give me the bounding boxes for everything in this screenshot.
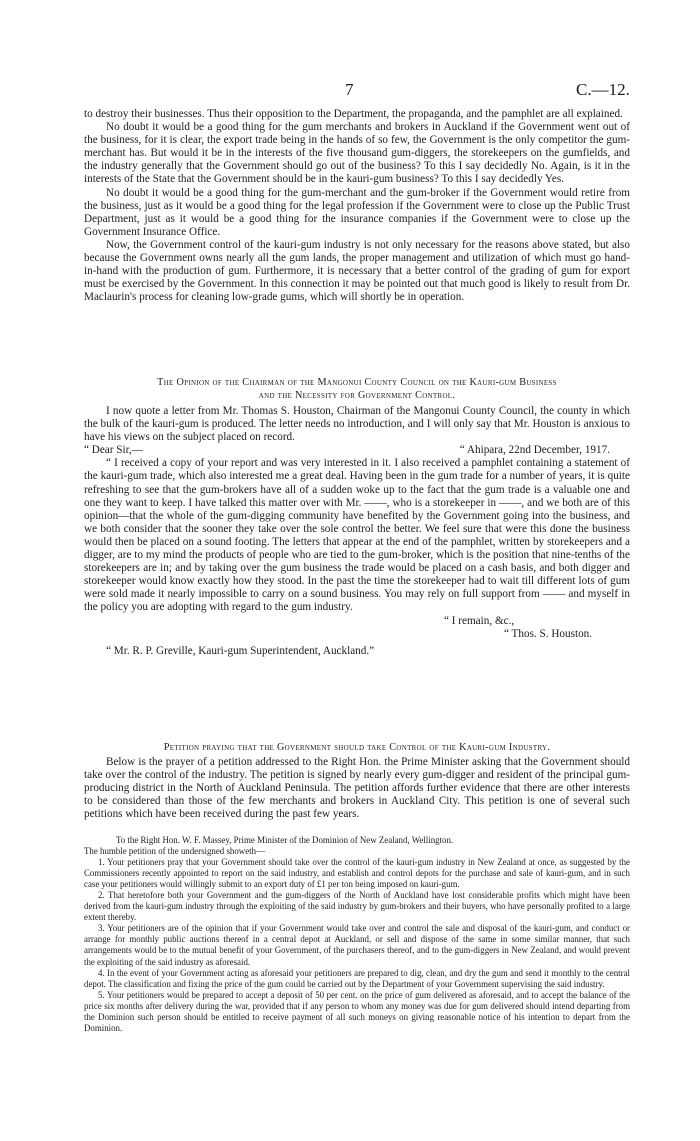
paragraph: No doubt it would be a good thing for the gum merchants and brokers in Auckland if the Government went out of the business, for it is clear, the export trade being in the hands of so few, the Government is the only competitor the gum-merchant has. But would it be in the interests of the five thousand gum-diggers, the storekeepers on the gumfields, and the industry generally that the Government should go out of the business? To this I say decidedly No. Again, is it in the interests of the State that the Government should be in the kauri-gum business? To this I say decidedly Yes. (84, 121, 630, 186)
section-heading-chairman-opinion (84, 376, 630, 402)
petition-item: 3. Your petitioners are of the opinion that if your Government would take over and control the sale and disposal of the kauri-gum, and conduct or arrange for monthly public auctions thereof in a central depot at Auckland, or sell and dispose of the same in some similar manner, that such arrangements would be to the mutual benefit of your Government, of the purchasers thereof, and to the gum-diggers in New Zealand, and would prevent the exploiting of the said industry as aforesaid. (84, 923, 630, 967)
heading-line: Petition praying that the Government should take Control of the Kauri-gum Industry. (163, 742, 551, 753)
petition-address: To the Right Hon. W. F. Massey, Prime Minister of the Dominion of New Zealand, Wellington. (116, 835, 454, 845)
petition-text (84, 835, 630, 1034)
petition-showeth: The humble petition of the undersigned showeth— (84, 846, 265, 857)
salutation: “ Dear Sir,— (84, 444, 143, 457)
heading-line: and the Necessity for Government Control. (258, 390, 456, 401)
heading-line: The Opinion of the Chairman of the Mangonui County Council on the Kauri-gum Business (157, 377, 557, 388)
letter-body: “ I received a copy of your report and was very interested in it. I also received a pamphlet containing a statement of the kauri-gum trade, which also interested me a great deal. Having been in the gum trade for a number of years, it is quite refreshing to see that the gum-brokers have all of a sudden woke up to the fact that the gum trade is a valuable one and one they want to keep. I have talked this matter over with Mr. ——, who is a storekeeper in ——, and we both are of this opinion—that the whole of the gum-digging community have benefited by the Government going into the business, and we both consider that the sooner they take over the sole control the better. We feel sure that were this done the business would then be placed on a sound footing. The letters that appear at the end of the pamphlet, written by storekeepers and a digger, are to my mind the products of people who are tied to the gum-broker, which is the position that nine-tenths of the storekeepers are in; and by taking over the gum business the trade would be placed on a cash basis, and both digger and storekeeper would know exactly how they stood. In the past the time the storekeeper had to wait till different lots of gum were sold made it nearly impossible to carry on a sound business. You may rely on full support from —— and myself in the policy you are adopting with regard to the gum industry. (84, 457, 630, 614)
paragraph: No doubt it would be a good thing for the gum-merchant and the gum-broker if the Government would retire from the business, just as it would be a good thing for the legal profession if the Government were to close up the Public Trust Department, just as it would be a good thing for the insurance companies if the Government were to close up the Government Insurance Office. (84, 186, 630, 238)
section-heading-petition (84, 741, 630, 754)
paragraph: Now, the Government control of the kauri-gum industry is not only necessary for the reasons above stated, but also because the Government owns nearly all the gum lands, the proper management and utilization of which must go hand-in-hand with the production of gum. Furthermore, it is necessary that a better control of the grading of gum for export must be exercised by the Government. In this connection it may be pointed out that much good is likely to result from Dr. Maclaurin's process for cleaning low-grade gums, which will shortly be in operation. (84, 238, 630, 304)
letter-closing: “ I remain, &c., (444, 614, 515, 627)
letter-signature: “ Thos. S. Houston. (504, 627, 593, 640)
petition-item: 1. Your petitioners pray that your Government should take over the control of the kauri-gum industry in New Zealand at once, as suggested by the Commissioners recently appointed to report on the said industry, and establish and control depots for the purchase and sale of kauri-gum, and in such case your petitioners would willingly submit to an export duty of £1 per ton being imposed on kauri-gum. (84, 857, 630, 890)
page-number: 7 (345, 80, 354, 99)
paragraph: I now quote a letter from Mr. Thomas S. Houston, Chairman of the Mangonui County Council, the county in which the bulk of the kauri-gum is produced. The letter needs no introduction, and I will only say that Mr. Houston is anxious to have his views on the subject placed on record. (84, 405, 630, 444)
place-date: “ Ahipara, 22nd December, 1917. (459, 444, 610, 457)
petition-item: 4. In the event of your Government acting as aforesaid your petitioners are prepared to dig, clean, and dry the gum and send it monthly to the central depot. The classification and fixing the price of the gum could be carried out by the Department of your Government supervising the said industry. (84, 967, 630, 989)
petition-item: 2. That heretofore both your Government and the gum-diggers of the North of Auckland have lost considerable profits which might have been derived from the kauri-gum industry through the exploiting of the said industry by gum-brokers and their buyers, who have personally profited to a large extent thereby. (84, 890, 630, 923)
letter-addressee: “ Mr. R. P. Greville, Kauri-gum Superintendent, Auckland.” (106, 644, 375, 657)
document-reference: C.—12. (576, 80, 630, 99)
petition-intro (84, 756, 630, 821)
chairman-letter-section (84, 405, 630, 658)
page-header (0, 80, 700, 104)
petition-item: 5. Your petitioners would be prepared to accept a deposit of 50 per cent. on the price of gum delivered as aforesaid, and to accept the balance of the price six months after delivery during the war, provided that if any person to whom any money was due for gum delivered should intend departing from the Dominion such person should be entitled to receive payment of all such moneys on giving reasonable notice of his intention to depart from the Dominion. (84, 989, 630, 1033)
paragraph: to destroy their businesses. Thus their opposition to the Department, the propaganda, and the pamphlet are all explained. (84, 108, 623, 120)
letter-header (84, 444, 630, 457)
paragraph: Below is the prayer of a petition addressed to the Right Hon. the Prime Minister asking that the Government should take over the control of the industry. The petition is signed by nearly every gum-digger and resident of the principal gum-producing district in the North of Auckland Peninsula. The petition affords further evidence that there are other interests to be considered than those of the few merchants and brokers in Auckland City. This petition is one of several such petitions which have been received during the past few years. (84, 756, 630, 821)
section-continuation (84, 108, 630, 304)
